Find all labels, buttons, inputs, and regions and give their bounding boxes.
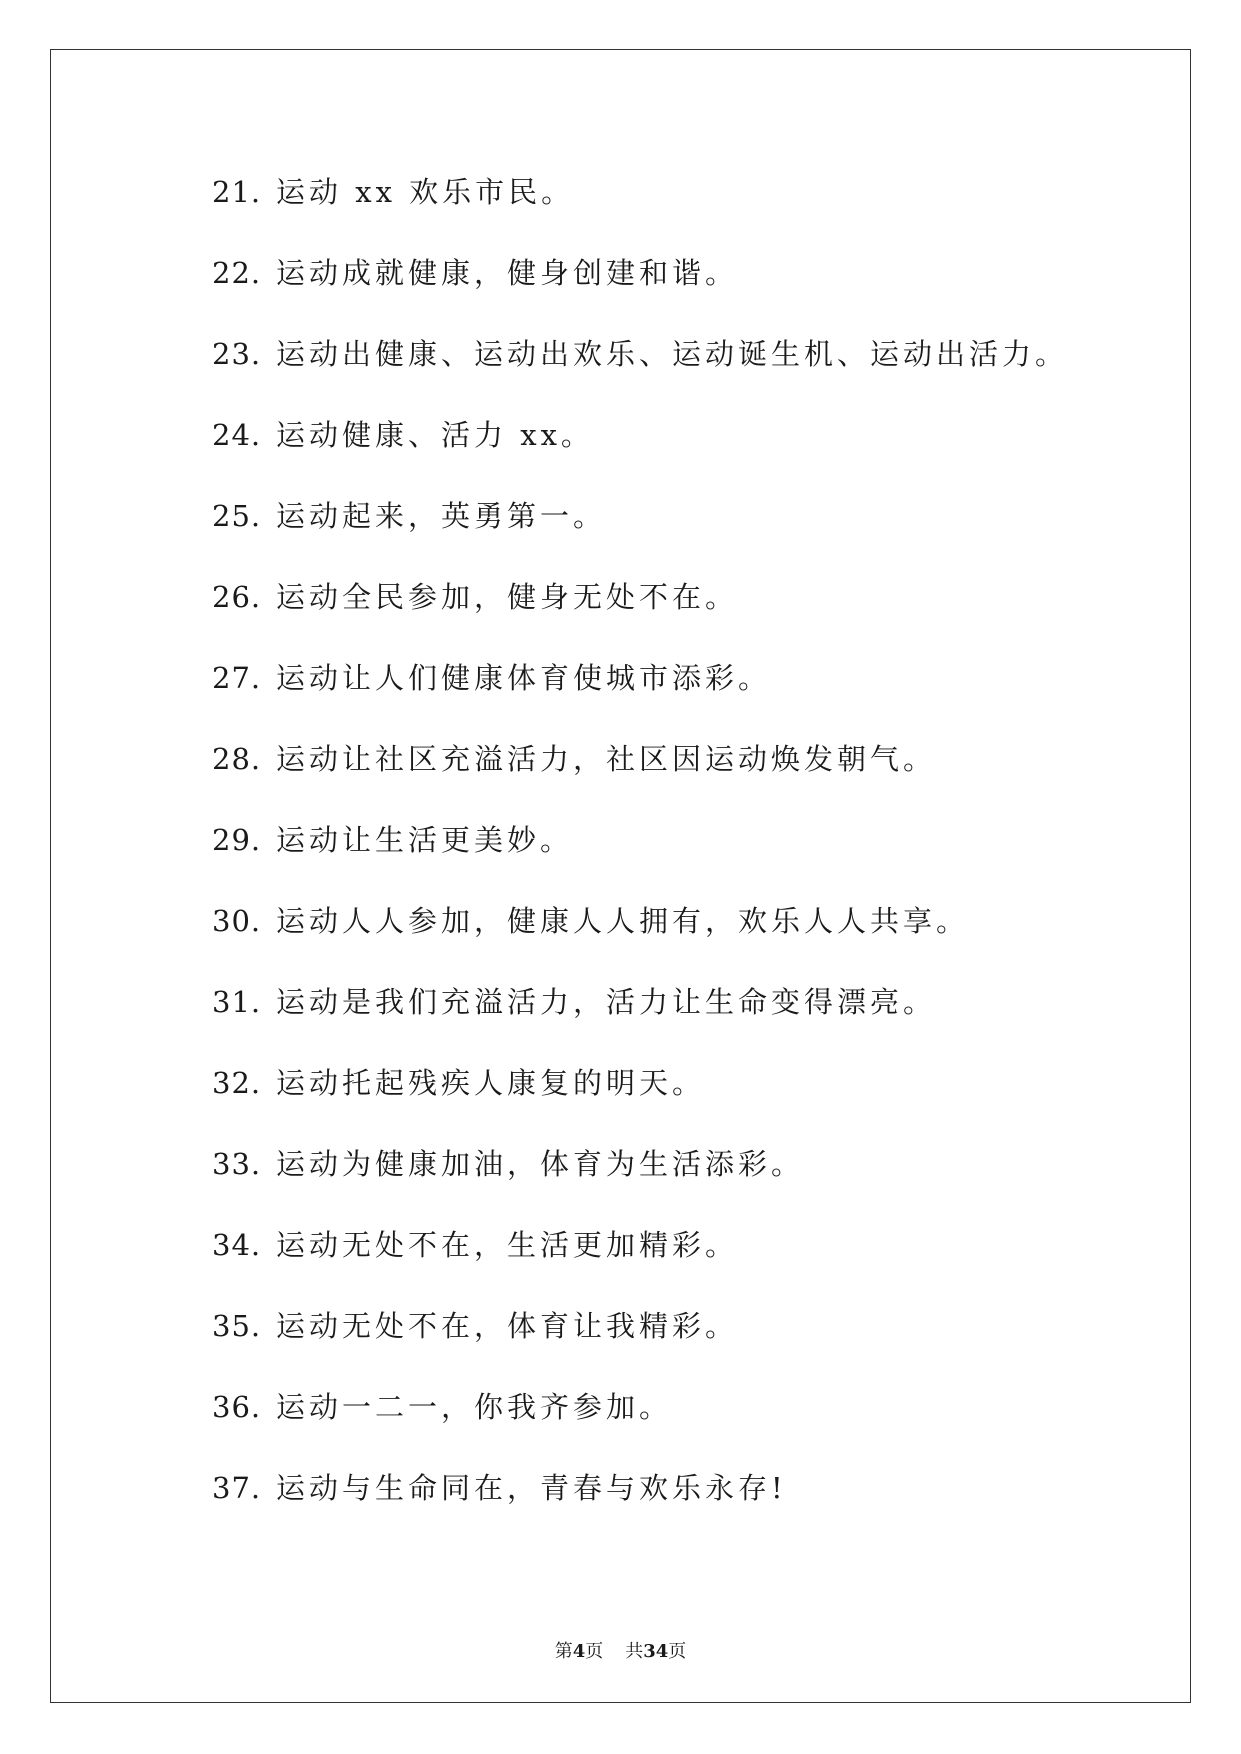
item-text: 运动无处不在，生活更加精彩。 bbox=[276, 1228, 739, 1262]
item-number: 34. bbox=[212, 1228, 262, 1262]
page-total: 34 bbox=[643, 1641, 669, 1662]
item-text: 运动一二一，你我齐参加。 bbox=[276, 1390, 673, 1424]
list-item bbox=[212, 1225, 1068, 1306]
page-suffix: 页 bbox=[585, 1641, 604, 1662]
list-item bbox=[212, 496, 1068, 577]
item-text: 运动托起残疾人康复的明天。 bbox=[276, 1066, 706, 1100]
item-number: 36. bbox=[212, 1390, 262, 1424]
item-number: 28. bbox=[212, 742, 262, 776]
item-text: 运动全民参加，健身无处不在。 bbox=[276, 580, 739, 614]
item-text: 运动出健康、运动出欢乐、运动诞生机、运动出活力。 bbox=[276, 337, 1069, 371]
item-number: 35. bbox=[212, 1309, 262, 1343]
list-item bbox=[212, 253, 1068, 334]
item-number: 24. bbox=[212, 418, 262, 452]
item-text: 运动为健康加油，体育为生活添彩。 bbox=[276, 1147, 805, 1181]
page-prefix: 第 bbox=[554, 1641, 573, 1662]
item-text: 运动 xx 欢乐市民。 bbox=[276, 175, 575, 209]
list-item bbox=[212, 1468, 1068, 1549]
page-footer bbox=[0, 1640, 1241, 1664]
list-item bbox=[212, 658, 1068, 739]
list-item bbox=[212, 982, 1068, 1063]
item-text: 运动让人们健康体育使城市添彩。 bbox=[276, 661, 772, 695]
item-number: 25. bbox=[212, 499, 262, 533]
item-text: 运动与生命同在，青春与欢乐永存! bbox=[276, 1471, 787, 1505]
item-number: 29. bbox=[212, 823, 262, 857]
item-number: 30. bbox=[212, 904, 262, 938]
list-item bbox=[212, 901, 1068, 982]
list-item bbox=[212, 1387, 1068, 1468]
list-item bbox=[212, 1063, 1068, 1144]
item-text: 运动成就健康，健身创建和谐。 bbox=[276, 256, 739, 290]
item-number: 33. bbox=[212, 1147, 262, 1181]
item-number: 31. bbox=[212, 985, 262, 1019]
list-item bbox=[212, 1306, 1068, 1387]
item-text: 运动让社区充溢活力，社区因运动焕发朝气。 bbox=[276, 742, 937, 776]
total-suffix: 页 bbox=[668, 1641, 687, 1662]
list-item bbox=[212, 739, 1068, 820]
item-number: 22. bbox=[212, 256, 262, 290]
item-number: 27. bbox=[212, 661, 262, 695]
item-number: 37. bbox=[212, 1471, 262, 1505]
item-text: 运动人人参加，健康人人拥有，欢乐人人共享。 bbox=[276, 904, 970, 938]
item-text: 运动健康、活力 xx。 bbox=[276, 418, 594, 452]
page-current: 4 bbox=[572, 1641, 586, 1662]
item-text: 运动起来，英勇第一。 bbox=[276, 499, 607, 533]
list-item bbox=[212, 334, 1068, 415]
list-item bbox=[212, 172, 1068, 253]
list-item bbox=[212, 577, 1068, 658]
slogan-list bbox=[212, 172, 1068, 1549]
item-number: 26. bbox=[212, 580, 262, 614]
list-item bbox=[212, 415, 1068, 496]
item-number: 32. bbox=[212, 1066, 262, 1100]
item-number: 21. bbox=[212, 175, 262, 209]
list-item bbox=[212, 1144, 1068, 1225]
total-prefix: 共 bbox=[625, 1641, 644, 1662]
item-text: 运动让生活更美妙。 bbox=[276, 823, 574, 857]
list-item bbox=[212, 820, 1068, 901]
item-number: 23. bbox=[212, 337, 262, 371]
item-text: 运动是我们充溢活力，活力让生命变得漂亮。 bbox=[276, 985, 937, 1019]
item-text: 运动无处不在，体育让我精彩。 bbox=[276, 1309, 739, 1343]
